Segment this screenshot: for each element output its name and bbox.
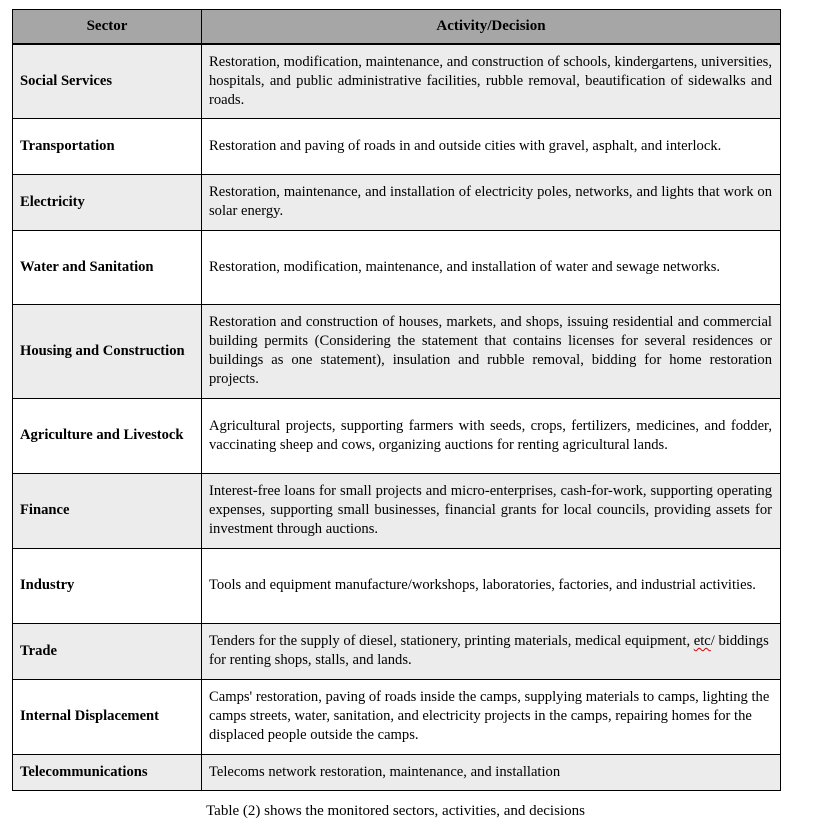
sector-cell: Agriculture and Livestock	[13, 398, 202, 473]
spellcheck-flagged-word: etc	[693, 633, 711, 649]
table-row	[13, 623, 781, 679]
activity-text: / biddings for renting shops, stalls, and lands.	[209, 633, 769, 668]
sector-cell: Electricity	[13, 174, 202, 230]
table-row	[13, 398, 781, 473]
table-row	[13, 679, 781, 754]
sector-cell: Trade	[13, 623, 202, 679]
activity-text: Tenders for the supply of diesel, stationery, printing materials, medical equipment,	[209, 633, 694, 649]
header-activity: Activity/Decision	[202, 10, 781, 45]
sector-cell: Finance	[13, 473, 202, 548]
table-row	[13, 118, 781, 174]
activity-cell: Telecoms network restoration, maintenance, and installation	[202, 754, 781, 790]
table-row	[13, 174, 781, 230]
sector-cell: Internal Displacement	[13, 679, 202, 754]
sectors-table	[12, 9, 781, 791]
table-row	[13, 548, 781, 623]
table-row	[13, 304, 781, 398]
sector-cell: Social Services	[13, 44, 202, 118]
sector-cell: Housing and Construction	[13, 304, 202, 398]
table-row	[13, 473, 781, 548]
header-sector: Sector	[13, 10, 202, 45]
activity-cell	[202, 623, 781, 679]
activity-cell: Tools and equipment manufacture/workshops, laboratories, factories, and industrial activities.	[202, 548, 781, 623]
activity-cell: Restoration, modification, maintenance, and construction of schools, kindergartens, universities, hospitals, and public administrative facilities, rubble removal, beautification of sidewalks and roads.	[202, 44, 781, 118]
activity-cell: Restoration and paving of roads in and outside cities with gravel, asphalt, and interlock.	[202, 118, 781, 174]
activity-cell: Interest-free loans for small projects and micro-enterprises, cash-for-work, supporting operating expenses, supporting small businesses, financial grants for local councils, providing assets for investment through auctions.	[202, 473, 781, 548]
activity-cell: Camps' restoration, paving of roads inside the camps, supplying materials to camps, lighting the camps streets, water, sanitation, and electricity projects in the camps, repairing homes for the displaced people outside the camps.	[202, 679, 781, 754]
activity-cell: Restoration and construction of houses, markets, and shops, issuing residential and commercial building permits (Considering the statement that contains licenses for several residences or buildings as one statement), insulation and rubble removal, bidding for home restoration projects.	[202, 304, 781, 398]
sector-cell: Transportation	[13, 118, 202, 174]
table-row	[13, 44, 781, 118]
activity-cell: Agricultural projects, supporting farmers with seeds, crops, fertilizers, medicines, and fodder, vaccinating sheep and cows, organizing auctions for renting agricultural lands.	[202, 398, 781, 473]
table-row	[13, 230, 781, 304]
sector-cell: Telecommunications	[13, 754, 202, 790]
activity-cell: Restoration, modification, maintenance, and installation of water and sewage networks.	[202, 230, 781, 304]
table-row	[13, 754, 781, 790]
sector-cell: Water and Sanitation	[13, 230, 202, 304]
sector-cell: Industry	[13, 548, 202, 623]
table-caption: Table (2) shows the monitored sectors, activities, and decisions	[206, 803, 585, 819]
table-header-row	[13, 10, 781, 45]
activity-cell: Restoration, maintenance, and installation of electricity poles, networks, and lights that work on solar energy.	[202, 174, 781, 230]
